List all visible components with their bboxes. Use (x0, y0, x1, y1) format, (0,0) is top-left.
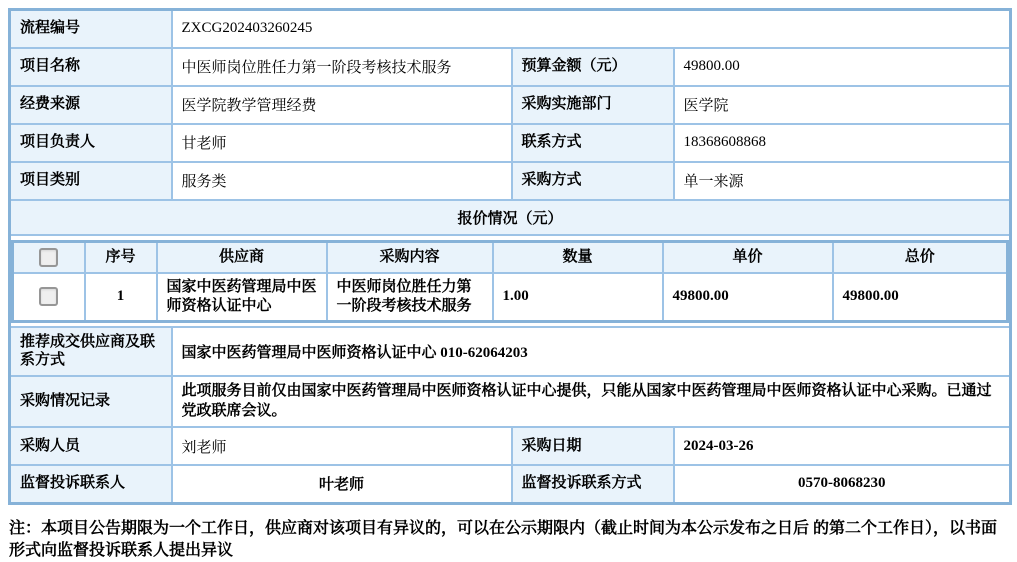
quote-total-price: 49800.00 (833, 273, 1008, 321)
row-supervision (10, 465, 1011, 503)
field-label-procurement-method: 采购方式 (512, 162, 674, 200)
col-header-supplier: 供应商 (157, 241, 327, 273)
quote-index: 1 (85, 273, 157, 321)
col-header-index: 序号 (85, 241, 157, 273)
quote-quantity: 1.00 (493, 273, 663, 321)
field-label-supervisor-contact: 监督投诉联系方式 (512, 465, 674, 503)
row-leader-contact (10, 124, 1011, 162)
announcement-footnote: 注：本项目公告期限为一个工作日，供应商对该项目有异议的，可以在公示期限内（截止时间为本公示发布之日后 的第二个工作日），以书面形式向监督投诉联系人提出异议 (9, 518, 1007, 562)
field-label-project-category: 项目类别 (10, 162, 172, 200)
field-value-funding-source: 医学院教学管理经费 (172, 86, 512, 124)
quote-content: 中医师岗位胜任力第一阶段考核技术服务 (327, 273, 493, 321)
field-label-purchase-date: 采购日期 (512, 427, 674, 465)
field-value-contact: 18368608868 (674, 124, 1011, 162)
select-all-cell (13, 241, 85, 273)
field-label-contact: 联系方式 (512, 124, 674, 162)
field-label-funding-source: 经费来源 (10, 86, 172, 124)
field-label-supervisor: 监督投诉联系人 (10, 465, 172, 503)
field-label-recommended-supplier: 推荐成交供应商及联系方式 (10, 327, 172, 377)
field-value-purchase-date: 2024-03-26 (674, 427, 1011, 465)
col-header-content: 采购内容 (327, 241, 493, 273)
quote-header-row (13, 241, 1008, 273)
field-label-buyer: 采购人员 (10, 427, 172, 465)
row-process-number (10, 10, 1011, 48)
field-value-process-number: ZXCG202403260245 (172, 10, 1011, 48)
field-value-project-leader: 甘老师 (172, 124, 512, 162)
quote-unit-price: 49800.00 (663, 273, 833, 321)
field-value-procurement-method: 单一来源 (674, 162, 1011, 200)
quote-section-title: 报价情况（元） (10, 200, 1011, 235)
col-header-quantity: 数量 (493, 241, 663, 273)
row-buyer-date (10, 427, 1011, 465)
info-table (8, 8, 1012, 505)
field-value-project-name: 中医师岗位胜任力第一阶段考核技术服务 (172, 48, 512, 86)
field-label-budget-amount: 预算金额（元） (512, 48, 674, 86)
row-select-cell (13, 273, 85, 321)
row-recommended-supplier (10, 327, 1011, 377)
col-header-unit-price: 单价 (663, 241, 833, 273)
field-label-project-leader: 项目负责人 (10, 124, 172, 162)
field-value-project-category: 服务类 (172, 162, 512, 200)
field-label-procurement-record: 采购情况记录 (10, 376, 172, 427)
select-all-checkbox[interactable] (39, 248, 58, 267)
quote-table-row (10, 235, 1011, 327)
row-category-method (10, 162, 1011, 200)
field-label-process-number: 流程编号 (10, 10, 172, 48)
field-label-implementing-department: 采购实施部门 (512, 86, 674, 124)
row-checkbox[interactable] (39, 287, 58, 306)
field-value-budget-amount: 49800.00 (674, 48, 1011, 86)
row-project-name-budget (10, 48, 1011, 86)
field-value-buyer: 刘老师 (172, 427, 512, 465)
field-value-recommended-supplier: 国家中医药管理局中医师资格认证中心 010-62064203 (172, 327, 1011, 377)
field-label-project-name: 项目名称 (10, 48, 172, 86)
col-header-total-price: 总价 (833, 241, 1008, 273)
field-value-supervisor: 叶老师 (172, 465, 512, 503)
field-value-implementing-department: 医学院 (674, 86, 1011, 124)
row-funding-department (10, 86, 1011, 124)
row-procurement-record (10, 376, 1011, 427)
quote-section-title-row (10, 200, 1011, 235)
quote-supplier: 国家中医药管理局中医师资格认证中心 (157, 273, 327, 321)
quote-table (11, 240, 1009, 323)
quote-data-row (13, 273, 1008, 321)
field-value-supervisor-contact: 0570-8068230 (674, 465, 1011, 503)
field-value-procurement-record: 此项服务目前仅由国家中医药管理局中医师资格认证中心提供，只能从国家中医药管理局中医师资格认证中心采购。已通过党政联席会议。 (172, 376, 1011, 427)
